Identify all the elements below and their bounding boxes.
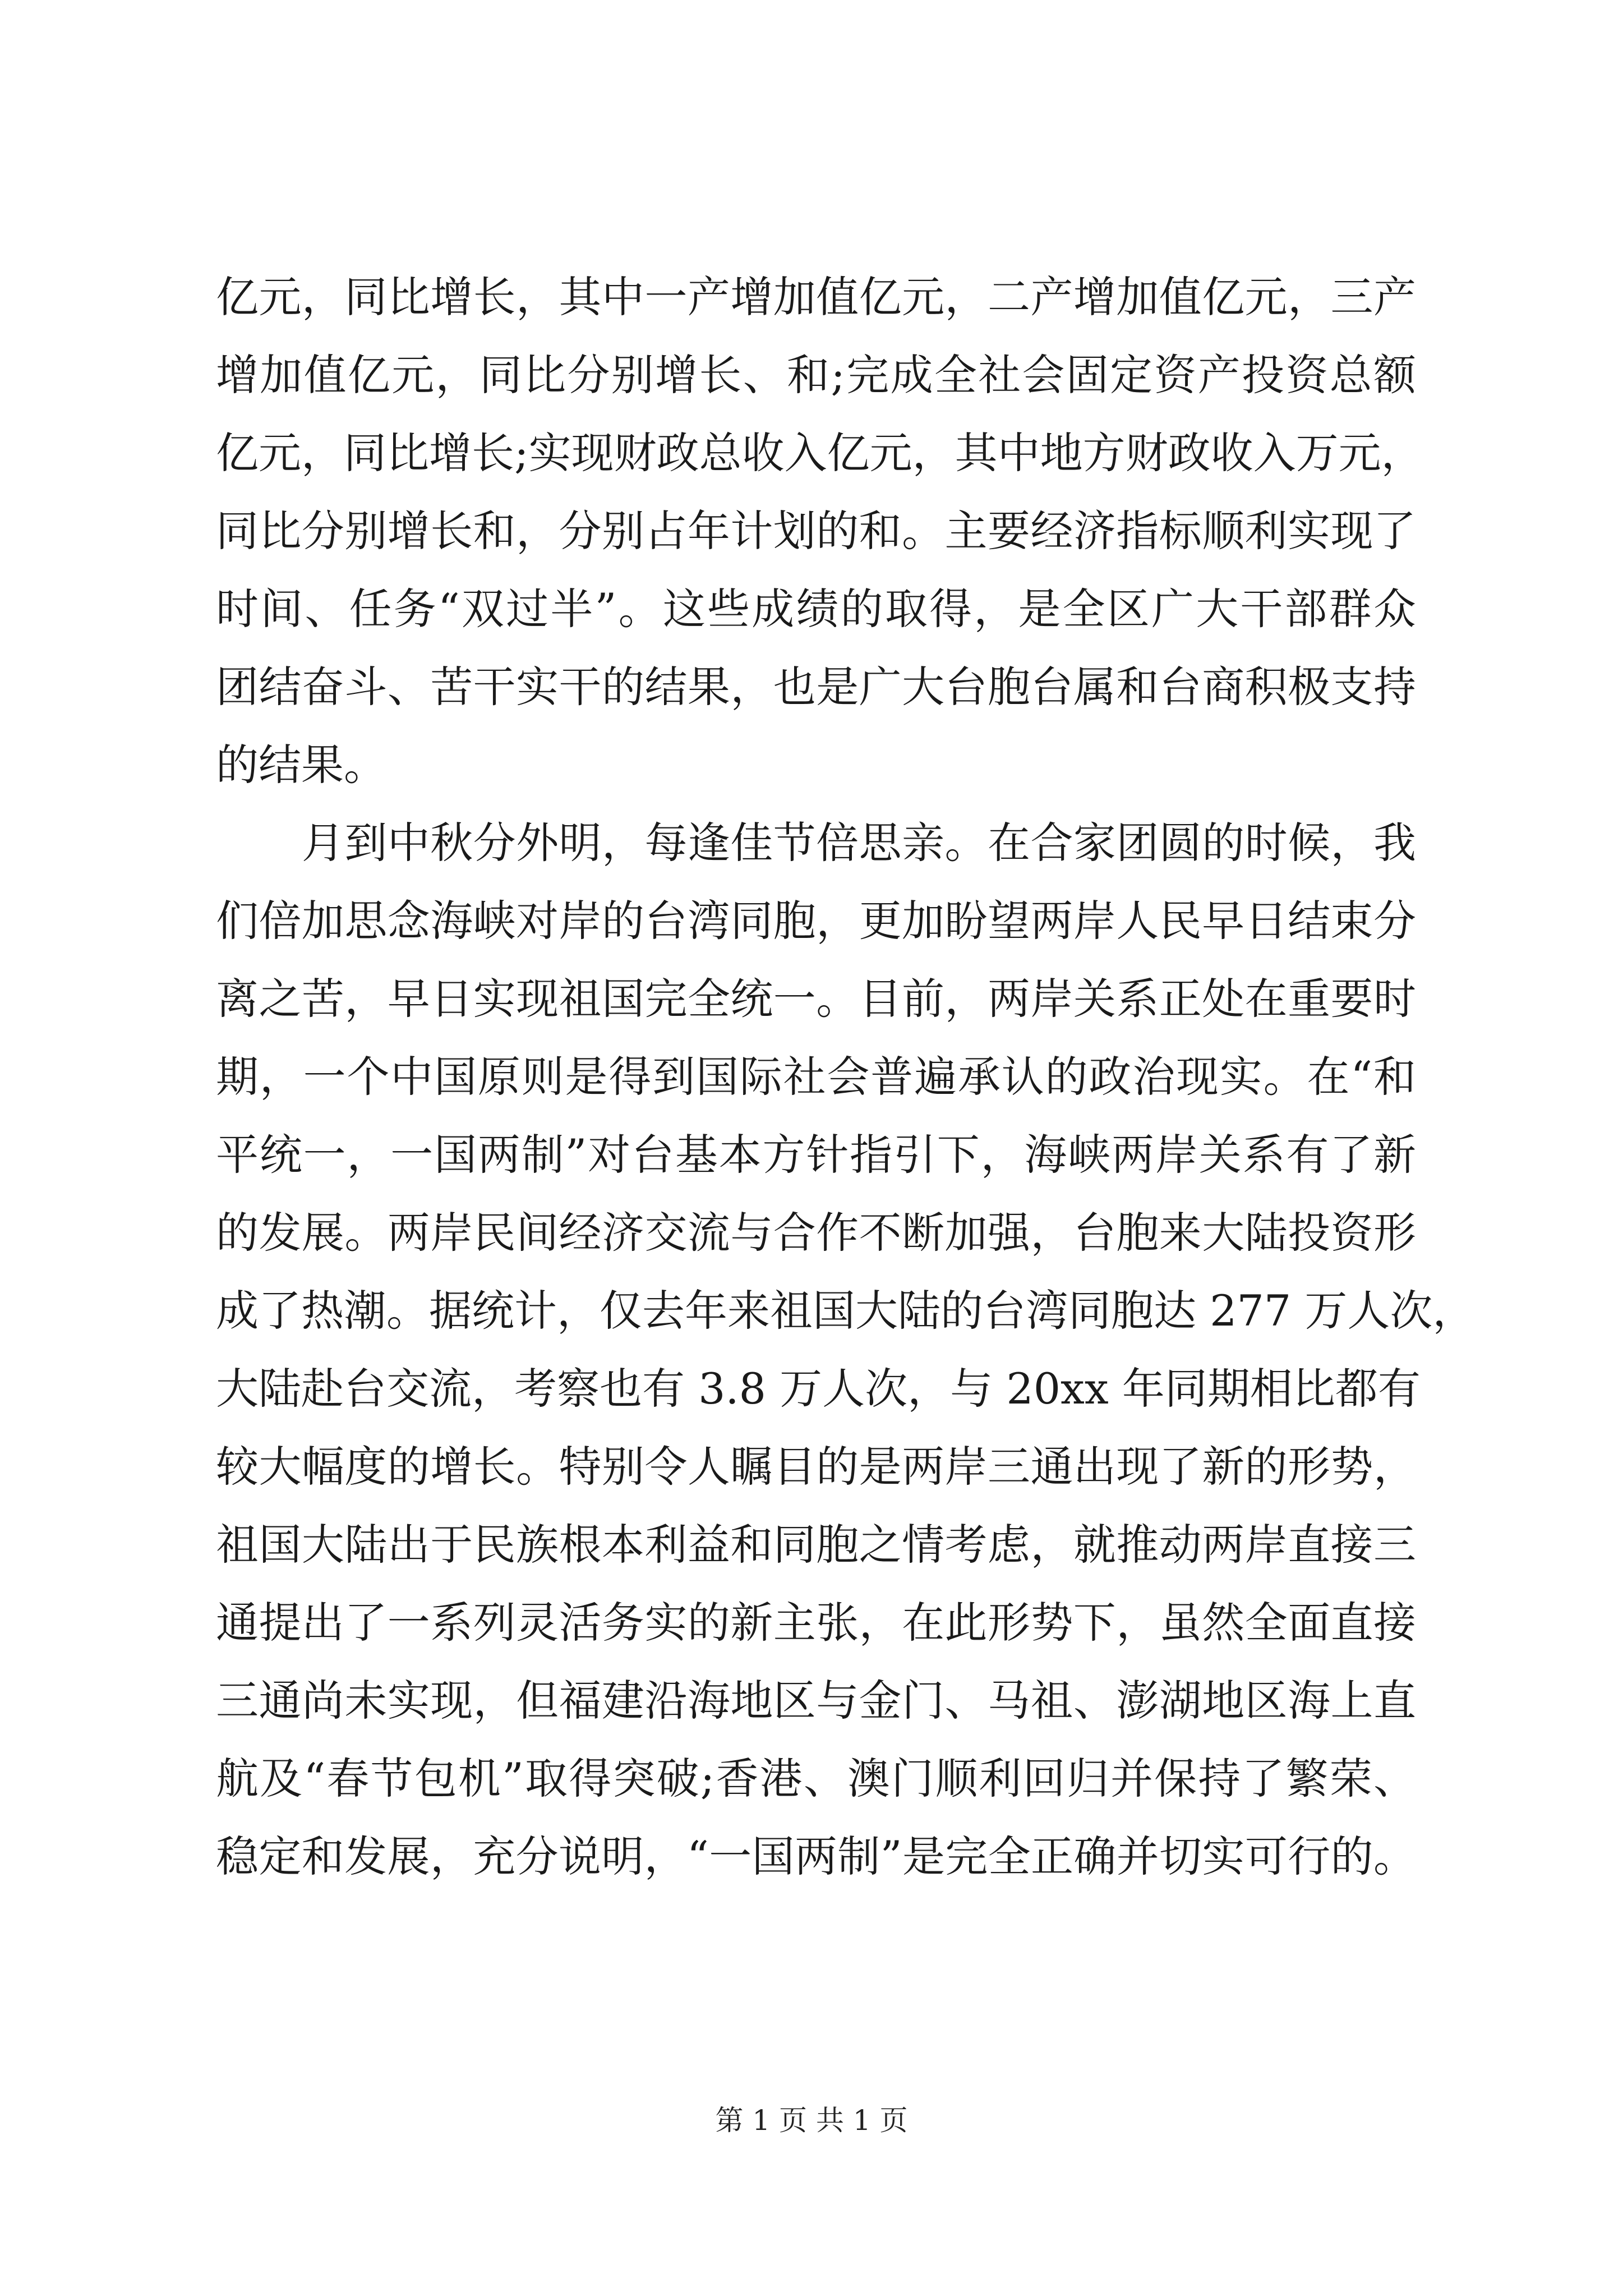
text-line: 亿元，同比增长;实现财政总收入亿元，其中地方财政收入万元， [216,428,1424,478]
text-line: 航及“春节包机”取得突破;香港、澳门顺利回归并保持了繁荣、 [216,1754,1416,1803]
text-line: 同比分别增长和，分别占年计划的和。主要经济指标顺利实现了 [216,506,1416,556]
page-footer: 第 1 页 共 1 页 [715,2104,908,2137]
text-line: 时间、任务“双过半”。这些成绩的取得，是全区广大干部群众 [216,584,1416,634]
text-line: 的结果。 [216,740,386,790]
text-line: 增加值亿元，同比分别增长、和;完成全社会固定资产投资总额 [216,350,1416,400]
text-line: 大陆赴台交流，考察也有 3.8 万人次，与 20xx 年同期相比都有 [216,1364,1421,1414]
text-line: 期，一个中国原则是得到国际社会普遍承认的政治现实。在“和 [216,1052,1416,1102]
text-line: 平统一，一国两制”对台基本方针指引下，海峡两岸关系有了新 [216,1130,1416,1180]
text-line: 通提出了一系列灵活务实的新主张，在此形势下，虽然全面直接 [216,1598,1416,1648]
text-line: 成了热潮。据统计，仅去年来祖国大陆的台湾同胞达 277 万人次， [216,1286,1476,1336]
text-line: 稳定和发展，充分说明，“一国两制”是完全正确并切实可行的。 [216,1832,1416,1881]
document-body [216,258,1476,1895]
text-line: 离之苦，早日实现祖国完全统一。目前，两岸关系正处在重要时 [216,974,1416,1024]
text-line: 团结奋斗、苦干实干的结果，也是广大台胞台属和台商积极支持 [216,662,1416,712]
text-line: 亿元，同比增长，其中一产增加值亿元，二产增加值亿元，三产 [216,272,1416,322]
text-line: 三通尚未实现，但福建沿海地区与金门、马祖、澎湖地区海上直 [216,1676,1416,1726]
text-line: 祖国大陆出于民族根本利益和同胞之情考虑，就推动两岸直接三 [216,1520,1416,1570]
text-line: 们倍加思念海峡对岸的台湾同胞，更加盼望两岸人民早日结束分 [216,896,1416,946]
text-line: 较大幅度的增长。特别令人瞩目的是两岸三通出现了新的形势， [216,1442,1416,1492]
text-line: 月到中秋分外明，每逢佳节倍思亲。在合家团圆的时候，我 [216,818,1416,868]
text-line: 的发展。两岸民间经济交流与合作不断加强，台胞来大陆投资形 [216,1208,1416,1258]
